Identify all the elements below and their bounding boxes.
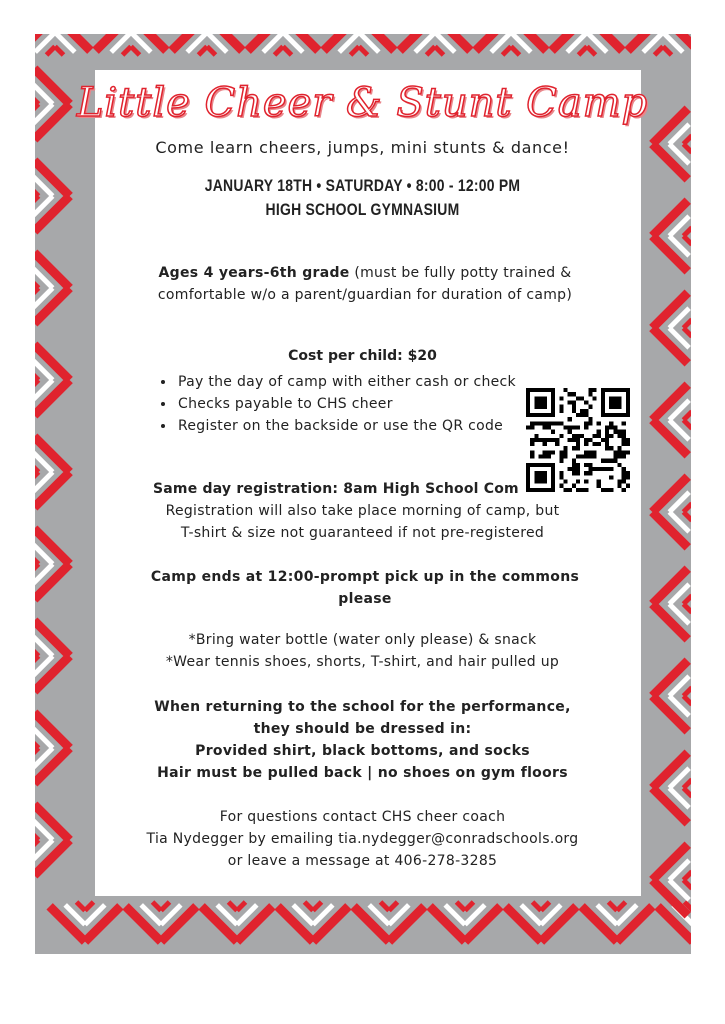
list-item: • Checks payable to CHS cheer (176, 393, 516, 415)
camp-ends-note: Camp ends at 12:00-prompt pick up in the commons please (150, 569, 580, 607)
list-item: • Register on the backside or use the QR code (176, 415, 516, 437)
registration-line: Registration will also take place morning of camp, but (165, 503, 560, 519)
contact-line: For questions contact CHS cheer coach (219, 809, 506, 825)
registration-line: T-shirt & size not guaranteed if not pre-registered (180, 525, 545, 541)
bring-list (0, 629, 725, 673)
performance-line: When returning to the school for the performance, (154, 699, 571, 715)
subtitle: Come learn cheers, jumps, mini stunts & dance! (155, 138, 570, 157)
age-range: Ages 4 years-6th grade (158, 265, 350, 281)
contact-info (0, 806, 725, 872)
list-item: • Pay the day of camp with either cash or check (176, 371, 516, 393)
registration-note (0, 500, 725, 544)
bring-line: *Bring water bottle (water only please) & snack (188, 632, 537, 648)
performance-line: they should be dressed in: (253, 721, 472, 737)
performance-instructions (0, 696, 725, 784)
event-venue: HIGH SCHOOL GYMNASIUM (265, 200, 460, 219)
performance-line: Hair must be pulled back | no shoes on gym floors (157, 765, 568, 781)
payment-list (158, 371, 516, 437)
performance-line: Provided shirt, black bottoms, and socks (195, 743, 530, 759)
flyer-title: Little Cheer & Stunt Camp (76, 80, 649, 126)
contact-line: Tia Nydegger by emailing tia.nydegger@conradschools.org (146, 831, 579, 847)
bring-line: *Wear tennis shoes, shorts, T-shirt, and hair pulled up (165, 654, 560, 670)
contact-line: or leave a message at 406-278-3285 (227, 853, 498, 869)
event-date: JANUARY 18TH • SATURDAY • 8:00 - 12:00 PM (204, 176, 521, 195)
registration-heading: Same day registration: 8am High School Com (153, 481, 519, 497)
age-note: (must be fully potty trained & comfortable w/o a parent/guardian for duration of camp) (157, 265, 573, 303)
age-requirement (140, 262, 590, 306)
cost-heading: Cost per child: $20 (288, 348, 437, 364)
qr-code-icon[interactable] (526, 388, 630, 492)
